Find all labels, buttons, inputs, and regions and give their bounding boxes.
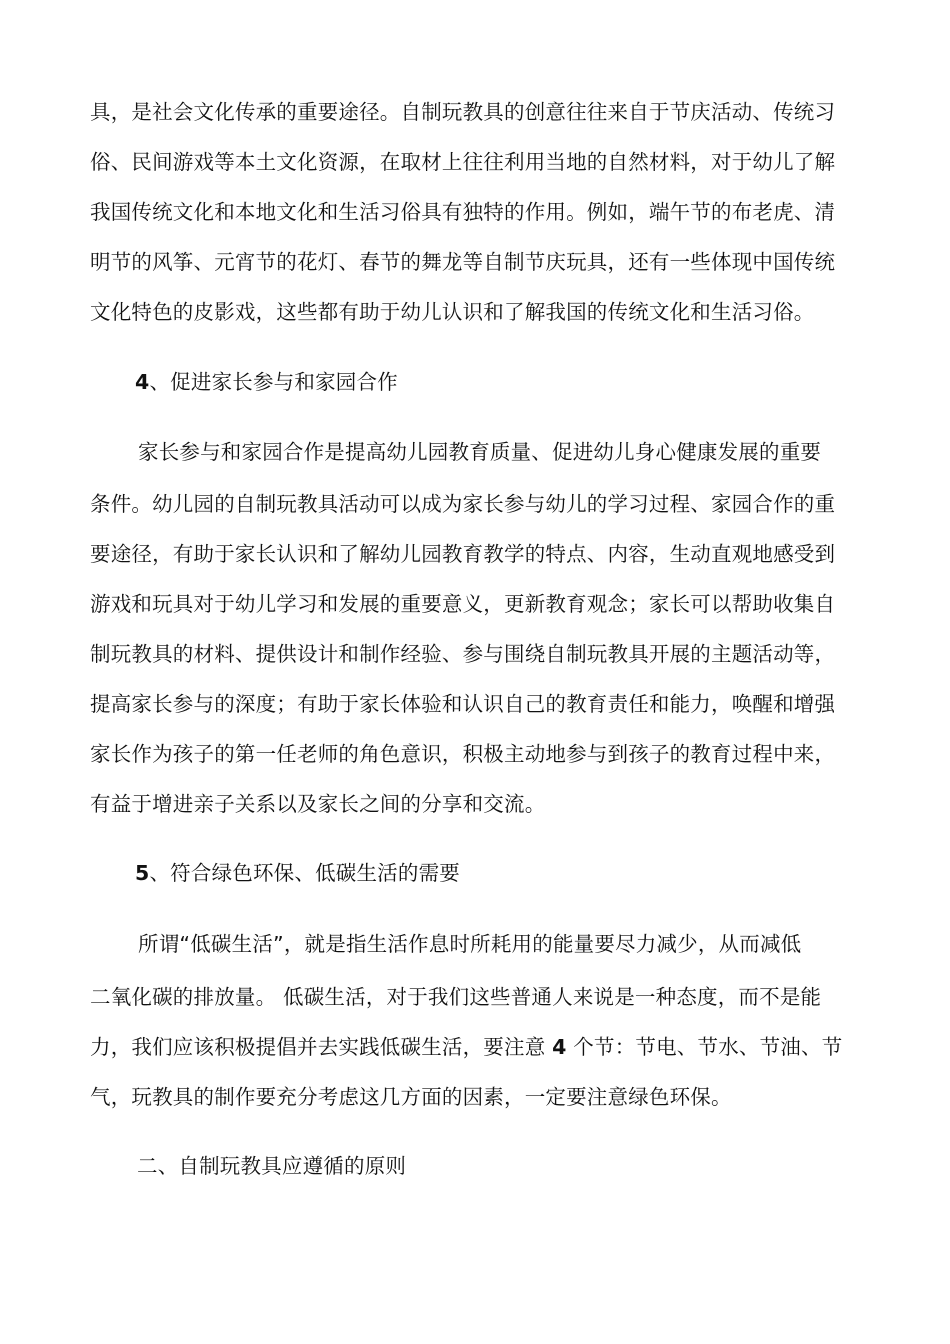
- paragraph3-line-2: 二氧化碳的排放量。 低碳生活，对于我们这些普通人来说是一种态度，而不是能: [90, 985, 822, 1009]
- heading-4-number: 4: [135, 370, 150, 394]
- heading-5-number: 5: [135, 861, 150, 885]
- paragraph3-line-3-start: 力，我们应该积极提倡并去实践低碳生活，要注意: [90, 1035, 553, 1059]
- paragraph2-line-1: 家长参与和家园合作是提高幼儿园教育质量、促进幼儿身心健康发展的重要: [138, 440, 822, 464]
- paragraph2-line-6: 提高家长参与的深度；有助于家长体验和认识自己的教育责任和能力，唤醒和增强: [90, 692, 836, 716]
- paragraph2-line-3: 要途径，有助于家长认识和了解幼儿园教育教学的特点、内容，生动直观地感受到: [90, 542, 836, 566]
- paragraph3-line-1: 所谓“低碳生活”，就是指生活作息时所耗用的能量要尽力减少，从而减低: [138, 932, 802, 956]
- paragraph2-line-5: 制玩教具的材料、提供设计和制作经验、参与围绕自制玩教具开展的主题活动等，: [90, 642, 836, 666]
- paragraph3-line-3: [90, 1032, 860, 1062]
- paragraph1-line-4: 明节的风筝、元宵节的花灯、春节的舞龙等自制节庆玩具，还有一些体现中国传统: [90, 250, 836, 274]
- paragraph1-line-2: 俗、民间游戏等本土文化资源，在取材上往往利用当地的自然材料，对于幼儿了解: [90, 150, 836, 174]
- heading-5: [135, 858, 905, 888]
- heading-4: [135, 367, 905, 397]
- paragraph3-line-3-end: 个节：节电、节水、节油、节: [566, 1035, 843, 1059]
- paragraph2-line-2: 条件。幼儿园的自制玩教具活动可以成为家长参与幼儿的学习过程、家园合作的重: [90, 492, 836, 516]
- paragraph1-line-5: 文化特色的皮影戏，这些都有助于幼儿认识和了解我国的传统文化和生活习俗。: [90, 300, 815, 324]
- paragraph2-line-7: 家长作为孩子的第一任老师的角色意识，积极主动地参与到孩子的教育过程中来，: [90, 742, 836, 766]
- paragraph2-line-4: 游戏和玩具对于幼儿学习和发展的重要意义，更新教育观念；家长可以帮助收集自: [90, 592, 836, 616]
- paragraph3-number: 4: [552, 1035, 567, 1059]
- paragraph2-line-8: 有益于增进亲子关系以及家长之间的分享和交流。: [90, 792, 546, 816]
- paragraph1-line-1: 具，是社会文化传承的重要途径。自制玩教具的创意往往来自于节庆活动、传统习: [90, 100, 836, 124]
- section-2-title: 二、自制玩教具应遵循的原则: [137, 1154, 407, 1178]
- paragraph3-line-4: 气，玩教具的制作要充分考虑这几方面的因素，一定要注意绿色环保。: [90, 1085, 732, 1109]
- heading-5-text: 、符合绿色环保、低碳生活的需要: [149, 861, 460, 885]
- paragraph1-line-3: 我国传统文化和本地文化和生活习俗具有独特的作用。例如，端午节的布老虎、清: [90, 200, 836, 224]
- heading-4-text: 、促进家长参与和家园合作: [149, 370, 398, 394]
